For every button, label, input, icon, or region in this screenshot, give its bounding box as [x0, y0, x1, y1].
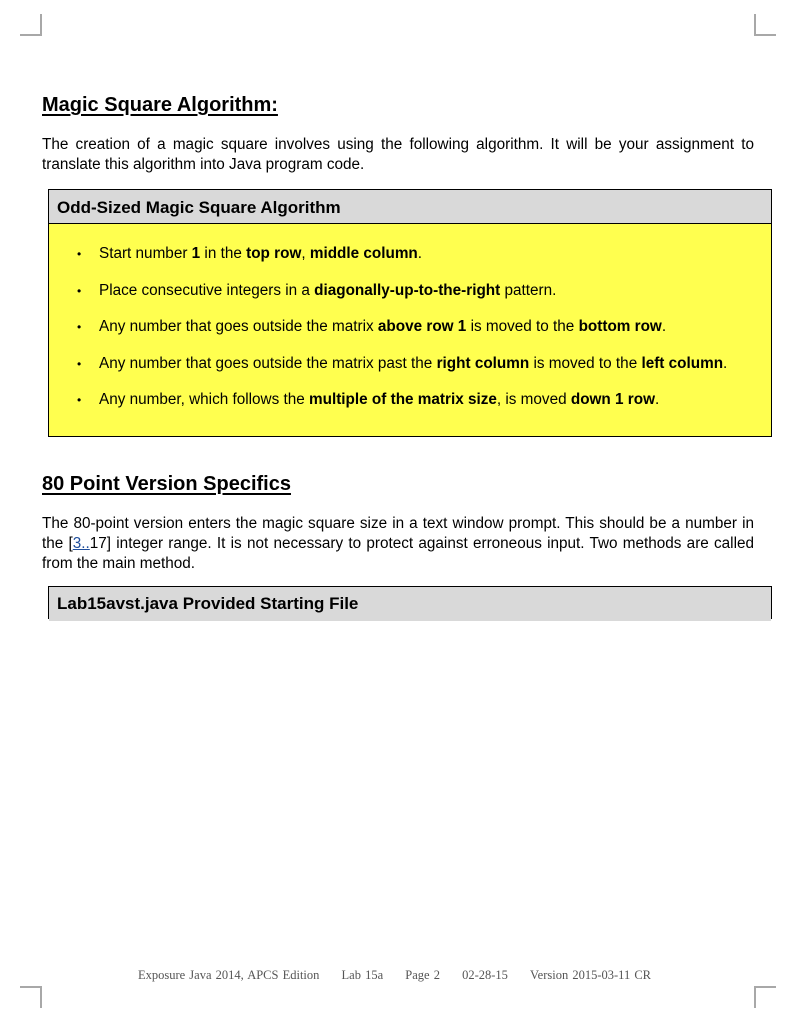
algorithm-box — [48, 189, 772, 437]
starting-file-box-title: Lab15avst.java Provided Starting File — [49, 587, 771, 621]
algorithm-box-body — [49, 224, 771, 436]
algorithm-box-title: Odd-Sized Magic Square Algorithm — [49, 190, 771, 224]
crop-mark-top-left — [20, 14, 42, 36]
footer-page: Page 2 — [405, 968, 440, 982]
intro-paragraph: The creation of a magic square involves using the following algorithm. It will be your assignment to translate this algorithm into Java program code. — [42, 136, 754, 173]
step-text: , — [301, 245, 310, 262]
algorithm-step — [49, 354, 771, 391]
algorithm-step — [49, 281, 771, 318]
bullet-dot: • — [77, 320, 82, 334]
step-text: . — [654, 391, 660, 408]
step-emphasis: above row 1 — [377, 318, 467, 335]
step-text: , is moved — [496, 391, 571, 408]
step-text: in the — [200, 245, 247, 262]
bullet-dot: • — [77, 393, 82, 407]
step-emphasis: diagonally-up-to-the-right — [314, 281, 501, 299]
crop-mark-bottom-left — [20, 986, 42, 1008]
footer-lab: Lab 15a — [341, 968, 384, 982]
page-footer — [0, 968, 789, 983]
crop-mark-bottom-right — [754, 986, 776, 1008]
footer-book: Exposure Java 2014, APCS Edition — [137, 968, 320, 982]
step-text: Any number that goes outside the matrix past the — [99, 354, 437, 372]
step-emphasis: middle column — [309, 245, 418, 262]
step-text: . — [661, 318, 667, 335]
step-emphasis: multiple of the matrix size — [309, 391, 497, 408]
range-link[interactable]: 3.. — [72, 535, 90, 552]
section-heading-magic-square: Magic Square Algorithm: — [42, 94, 278, 116]
step-text: is moved to the — [466, 318, 579, 335]
step-emphasis: left column — [641, 354, 724, 372]
footer-date: 02-28-15 — [462, 968, 508, 982]
step-emphasis: 1 — [191, 245, 201, 262]
algorithm-steps-list — [49, 224, 771, 427]
step-text: Place consecutive integers in a — [99, 281, 315, 299]
step-text: Start number — [99, 245, 192, 262]
section-heading-80-point: 80 Point Version Specifics — [42, 473, 291, 495]
step-text: . — [417, 245, 423, 262]
bullet-dot: • — [77, 356, 82, 371]
step-text: pattern. — [500, 281, 557, 299]
bullet-dot: • — [77, 247, 82, 261]
specifics-paragraph — [42, 514, 754, 574]
step-emphasis: top row — [246, 245, 302, 262]
bullet-dot: • — [77, 283, 82, 298]
step-emphasis: down 1 row — [570, 391, 655, 408]
step-emphasis: bottom row — [578, 318, 662, 335]
step-text: . — [723, 354, 728, 372]
algorithm-step — [49, 390, 771, 427]
specifics-text-before: The 80-point version enters the magic square size in a text window prompt. This should be a number in the [ — [42, 515, 754, 552]
step-text: Any number, which follows the — [99, 391, 310, 408]
algorithm-step — [49, 317, 771, 354]
algorithm-step — [49, 244, 771, 281]
crop-mark-top-right — [754, 14, 776, 36]
step-text: Any number that goes outside the matrix — [99, 318, 378, 335]
footer-version: Version 2015-03-11 CR — [530, 968, 652, 982]
step-text: is moved to the — [529, 354, 642, 372]
starting-file-box — [48, 586, 772, 619]
specifics-text-after: 17] integer range. It is not necessary to protect against erroneous input. Two methods are called from the main method. — [42, 535, 754, 572]
step-emphasis: right column — [436, 354, 530, 372]
